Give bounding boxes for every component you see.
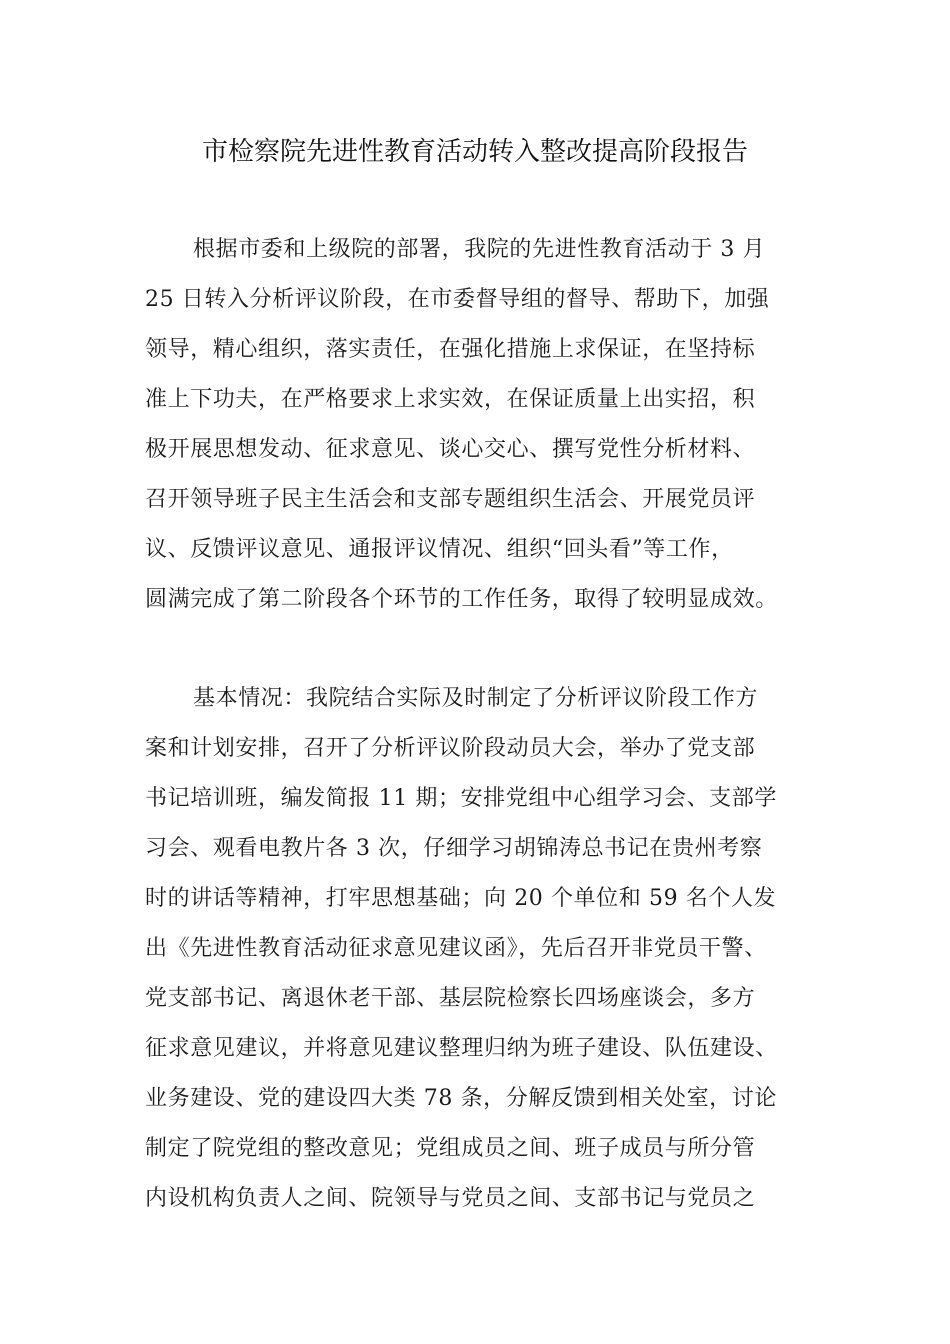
paragraph-line: 案和计划安排，召开了分析评议阶段动员大会，举办了党支部 bbox=[145, 736, 756, 761]
paragraph-line: 制定了院党组的整改意见；党组成员之间、班子成员与所分管 bbox=[145, 1136, 756, 1161]
paragraph-line: 业务建设、党的建设四大类 78 条，分解反馈到相关处室，讨论 bbox=[145, 1086, 777, 1111]
paragraph-line: 极开展思想发动、征求意见、谈心交心、撰写党性分析材料、 bbox=[145, 437, 756, 462]
paragraph-line: 领导，精心组织，落实责任，在强化措施上求保证，在坚持标 bbox=[145, 337, 756, 362]
paragraph-line: 习会、观看电教片各 3 次，仔细学习胡锦涛总书记在贵州考察 bbox=[145, 836, 763, 861]
paragraph-intro bbox=[145, 225, 835, 625]
paragraph-line: 召开领导班子民主生活会和支部专题组织生活会、开展党员评 bbox=[145, 487, 756, 512]
paragraph-line: 准上下功夫，在严格要求上求实效，在保证质量上出实招，积 bbox=[145, 387, 756, 412]
paragraph-line: 圆满完成了第二阶段各个环节的工作任务，取得了较明显成效。 bbox=[145, 587, 778, 612]
paragraph-line: 征求意见建议，并将意见建议整理归纳为班子建设、队伍建设、 bbox=[145, 1036, 778, 1061]
paragraph-line: 书记培训班，编发简报 11 期；安排党组中心组学习会、支部学 bbox=[145, 786, 777, 811]
paragraph-basic-situation bbox=[145, 674, 835, 1224]
paragraph-line: 内设机构负责人之间、院领导与党员之间、支部书记与党员之 bbox=[145, 1186, 756, 1211]
paragraph-line: 根据市委和上级院的部署，我院的先进性教育活动于 3 月 bbox=[193, 237, 766, 262]
paragraph-line: 出《先进性教育活动征求意见建议函》，先后召开非党员干警、 bbox=[145, 936, 767, 961]
paragraph-line: 议、反馈评议意见、通报评议情况、组织“回头看”等工作， bbox=[145, 537, 734, 562]
document-title: 市检察院先进性教育活动转入整改提高阶段报告 bbox=[201, 137, 748, 167]
paragraph-line: 时的讲话等精神，打牢思想基础；向 20 个单位和 59 名个人发 bbox=[145, 886, 777, 911]
paragraph-line: 25 日转入分析评议阶段，在市委督导组的督导、帮助下，加强 bbox=[145, 287, 770, 312]
paragraph-line: 党支部书记、离退休老干部、基层院检察长四场座谈会，多方 bbox=[145, 986, 756, 1011]
paragraph-line: 基本情况：我院结合实际及时制定了分析评议阶段工作方 bbox=[193, 686, 759, 711]
